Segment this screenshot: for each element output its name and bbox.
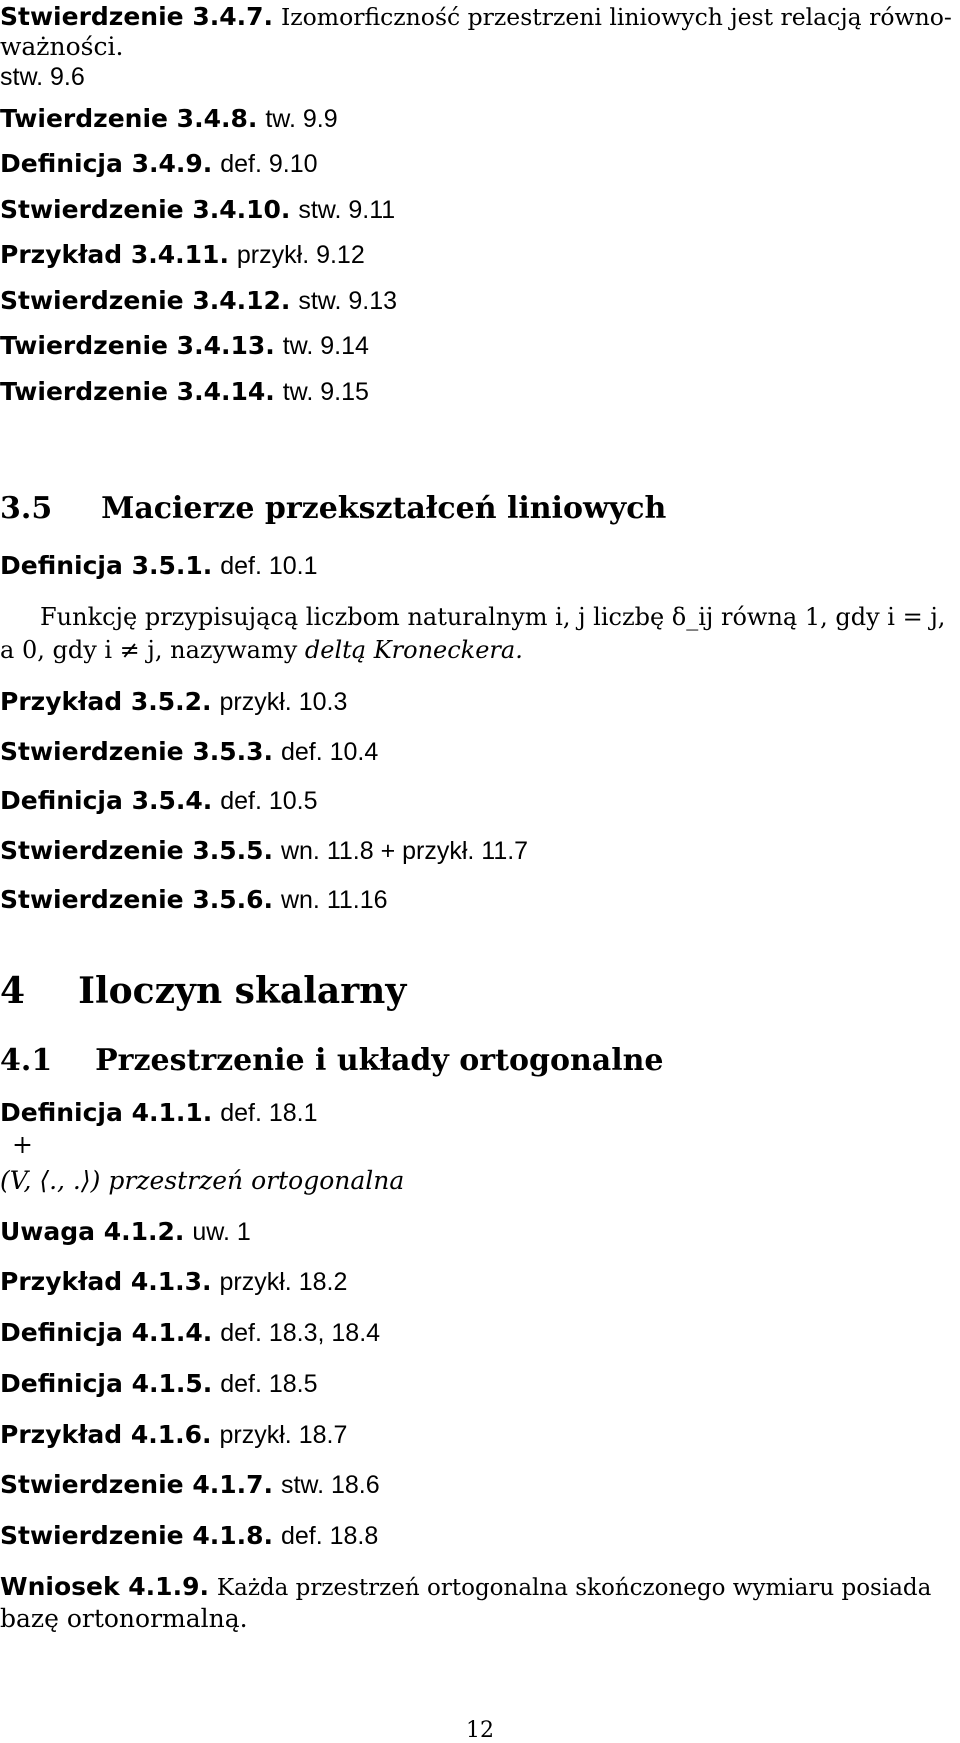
reference: tw. 9.15 <box>282 378 369 406</box>
corollary-text-continued: bazę ortonormalną. <box>0 1604 248 1633</box>
definition-label: Definicja 4.1.4. <box>0 1318 213 1347</box>
definition-body-line1 <box>40 602 945 632</box>
example-label: Przykład 3.4.11. <box>0 240 229 269</box>
definicja-3-5-4 <box>0 786 318 816</box>
reference: wn. 11.8 + przykł. 11.7 <box>280 837 529 865</box>
example-label: Przykład 4.1.3. <box>0 1267 212 1296</box>
remark-label: Uwaga 4.1.2. <box>0 1217 185 1246</box>
reference: def. 10.4 <box>280 738 379 766</box>
definition-text: Funkcję przypisującą liczbom naturalnym i, j liczbę δ_ij równą 1, gdy i = j, <box>40 603 946 631</box>
reference: stw. 9.11 <box>298 196 396 224</box>
stwierdzenie-label: Stwierdzenie 3.5.3. <box>0 737 274 766</box>
stwierdzenie-label: Stwierdzenie 3.4.7. <box>0 2 274 31</box>
reference: stw. 9.13 <box>298 287 398 315</box>
reference: def. 10.5 <box>220 787 318 815</box>
section-title: Macierze przekształceń liniowych <box>101 491 667 526</box>
reference: uw. 1 <box>192 1218 251 1246</box>
definicja-4-1-1 <box>0 1098 318 1128</box>
stwierdzenie-label: Stwierdzenie 3.4.10. <box>0 195 291 224</box>
definicja-4-1-5 <box>0 1369 318 1399</box>
reference: def. 10.1 <box>220 552 318 580</box>
przyklad-3-5-2 <box>0 687 347 717</box>
definition-label: Definicja 3.5.4. <box>0 786 213 815</box>
reference: stw. 9.6 <box>0 63 85 91</box>
definition-label: Definicja 3.4.9. <box>0 149 213 178</box>
reference: tw. 9.9 <box>265 105 338 133</box>
reference: def. 18.8 <box>280 1522 379 1550</box>
reference: przykł. 10.3 <box>219 688 348 716</box>
theorem-label: Twierdzenie 3.4.14. <box>0 377 275 406</box>
stwierdzenie-label: Stwierdzenie 3.5.5. <box>0 836 274 865</box>
definicja-4-1-4 <box>0 1318 380 1348</box>
formula: (V, ⟨., .⟩) <box>0 1166 101 1195</box>
example-label: Przykład 4.1.6. <box>0 1420 212 1449</box>
stwierdzenie-label: Stwierdzenie 4.1.8. <box>0 1521 274 1550</box>
definition-formula-line <box>0 1166 404 1196</box>
definicja-3-4-9 <box>0 149 318 179</box>
definition-label: Definicja 3.5.1. <box>0 551 213 580</box>
stwierdzenie-label: Stwierdzenie 3.5.6. <box>0 885 274 914</box>
definition-label: Definicja 4.1.1. <box>0 1098 213 1127</box>
definition-label: Definicja 4.1.5. <box>0 1369 213 1398</box>
stwierdzenie-4-1-8 <box>0 1521 378 1551</box>
reference: def. 18.3, 18.4 <box>220 1319 381 1347</box>
twierdzenie-3-4-8 <box>0 104 338 134</box>
chapter-number: 4 <box>0 970 26 1012</box>
stwierdzenie-3-4-10 <box>0 195 395 225</box>
wniosek-4-1-9-line1 <box>0 1572 931 1603</box>
definition-text: a 0, gdy i ≠ j, nazywamy <box>0 636 305 664</box>
section-number: 4.1 <box>0 1043 53 1078</box>
reference: def. 18.1 <box>220 1099 318 1127</box>
chapter-title: Iloczyn skalarny <box>78 970 407 1012</box>
stwierdzenie-3-5-3 <box>0 737 378 767</box>
reference: przykł. 18.7 <box>219 1421 348 1449</box>
stwierdzenie-4-1-7 <box>0 1470 380 1500</box>
przyklad-3-4-11 <box>0 240 365 270</box>
section-title: Przestrzenie i układy ortogonalne <box>95 1043 664 1078</box>
stwierdzenie-label: Stwierdzenie 3.4.12. <box>0 286 291 315</box>
reference: stw. 18.6 <box>280 1471 380 1499</box>
section-number: 3.5 <box>0 491 53 526</box>
example-label: Przykład 3.5.2. <box>0 687 212 716</box>
corollary-text: Każda przestrzeń ortogonalna skończonego wymiaru posiada <box>216 1575 932 1601</box>
stwierdzenie-label: Stwierdzenie 4.1.7. <box>0 1470 274 1499</box>
stwierdzenie-3-5-5 <box>0 836 528 866</box>
reference: def. 9.10 <box>220 150 318 178</box>
definicja-3-5-1 <box>0 551 318 581</box>
reference: przykł. 9.12 <box>236 241 365 269</box>
stwierdzenie-3-4-7-ref <box>0 62 85 92</box>
section-heading-4-1 <box>0 1043 664 1079</box>
formula-description: przestrzeń ortogonalna <box>108 1166 405 1195</box>
statement-text: Izomorficzność przestrzeni liniowych jest relacją równo- <box>280 3 952 31</box>
corollary-label: Wniosek 4.1.9. <box>0 1572 209 1601</box>
definition-body-line2 <box>0 635 523 665</box>
plus-sign: + <box>12 1130 33 1159</box>
theorem-label: Twierdzenie 3.4.13. <box>0 331 275 360</box>
reference: tw. 9.14 <box>282 332 369 360</box>
reference: def. 18.5 <box>220 1370 318 1398</box>
twierdzenie-3-4-14 <box>0 377 369 407</box>
statement-text-continued: ważności. <box>0 32 124 61</box>
wniosek-4-1-9-line2 <box>0 1604 248 1634</box>
przyklad-4-1-3 <box>0 1267 347 1297</box>
chapter-heading-4 <box>0 970 406 1012</box>
definition-plus <box>12 1130 33 1160</box>
stwierdzenie-3-4-7-line2 <box>0 32 123 62</box>
uwaga-4-1-2 <box>0 1217 251 1247</box>
theorem-label: Twierdzenie 3.4.8. <box>0 104 258 133</box>
stwierdzenie-3-4-12 <box>0 286 397 316</box>
reference: przykł. 18.2 <box>219 1268 348 1296</box>
section-heading-3-5 <box>0 491 666 527</box>
stwierdzenie-3-4-7-line1 <box>0 2 952 32</box>
defined-term: deltą Kroneckera. <box>304 636 523 664</box>
przyklad-4-1-6 <box>0 1420 347 1450</box>
reference: wn. 11.16 <box>280 886 388 914</box>
page-number: 12 <box>466 1718 494 1743</box>
twierdzenie-3-4-13 <box>0 331 369 361</box>
stwierdzenie-3-5-6 <box>0 885 388 915</box>
